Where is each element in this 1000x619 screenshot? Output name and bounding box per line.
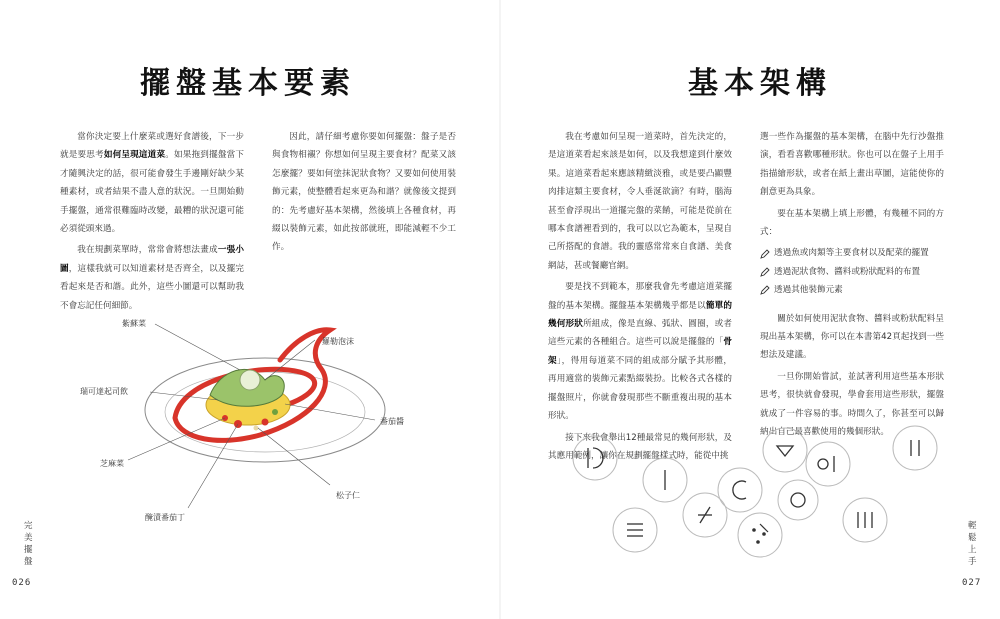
paragraph: 關於如何使用泥狀食物、醬料或粉狀配料呈現出基本架構，你可以在本書第42頁起找到一些想法及建議。 <box>760 313 944 361</box>
paragraph: 因此，請仔細考慮你要如何擺盤：盤子是否與食物相襯？你想如何呈現主要食材？配菜又該怎麼擺？要如何塗抹泥狀食物？又要如何使用裝飾元素，使整體看起來更為和諧？就像後文提到的：先考慮好基本架構，然後填上各種食材，再綴以裝飾元素，如此按部就班，即能減輕不少工作。 <box>272 132 456 253</box>
bullet-item <box>760 281 944 299</box>
bullet-text: 透過其他裝飾元素 <box>774 285 843 296</box>
paragraph <box>60 128 244 238</box>
page-number: 026 <box>12 578 32 588</box>
label-tomato-sauce: 番茄醬 <box>380 417 404 426</box>
paragraph: 選一些作為擺盤的基本架構，在腦中先行沙盤推演，看看喜歡哪種形狀。你也可以在盤子上用手指描繪形狀，或者在紙上畫出草圖，這能使你的創意更為具象。 <box>760 132 944 198</box>
bullet-item <box>760 244 944 262</box>
label-pine-nuts: 松子仁 <box>336 491 360 500</box>
paragraph: 一旦你開始嘗試，並試著利用這些基本形狀思考，很快就會發現，學會套用這些形狀，擺盤就成了一件容易的事。時間久了，你甚至可以歸納出自己最喜歡使用的幾個形狀。 <box>760 371 944 438</box>
label-ricotta: 瑞可達起司飲 <box>80 387 128 396</box>
right-page-title: 基本架構 <box>688 66 832 101</box>
left-column-2 <box>272 128 456 260</box>
basic-shapes-grid <box>560 420 960 580</box>
shape-circle-ring <box>778 480 818 520</box>
paragraph: 接下來我會舉出12種最常見的幾何形狀，及其應用範例，讓你在規劃擺盤樣式時，能從中挑 <box>548 432 732 461</box>
text: 要是找不到範本，那麼我會先考慮這道菜擺盤的基本架構。擺盤基本架構幾乎都是以 <box>548 282 732 311</box>
bullet-text: 透過泥狀食物、醬料或粉狀配料的布置 <box>774 266 921 277</box>
right-column-1 <box>548 128 732 468</box>
label-arugula: 芝麻菜 <box>100 459 124 468</box>
pen-icon <box>760 267 770 277</box>
right-column-2 <box>760 128 944 445</box>
left-page-title: 擺盤基本要素 <box>140 66 356 101</box>
label-pickled-tomato: 醃漬番茄丁 <box>145 513 185 522</box>
text: 。如果拖到擺盤當下才隨興決定的話，很可能會發生手邊剛好缺少某種素材，或者結果不盡人意的狀況。一旦開始動手擺盤，通常很難臨時改變，最糟的狀況還可能必須從頭來過。 <box>60 150 244 235</box>
shape-circle-triangle <box>763 428 807 472</box>
left-column-1 <box>60 128 244 318</box>
shape-circle-half-arc <box>573 436 617 480</box>
paragraph <box>548 278 732 425</box>
page-number: 027 <box>962 578 982 588</box>
label-basil-foam: 羅勒泡沫 <box>322 337 354 346</box>
text: 」，得用每道菜不同的組成部分賦予其形體，再用適當的裝飾元素點綴裝扮。比較各式各樣的擺盤照片，你就會發現那些不斷重複出現的基本形狀。 <box>548 355 732 422</box>
shape-circle-dots <box>738 513 782 557</box>
bold-text: 一張小圖 <box>60 245 244 274</box>
right-page <box>500 0 1000 619</box>
paragraph: 要在基本架構上填上形體，有幾種不同的方式： <box>760 208 944 238</box>
tomato-dice <box>262 419 269 426</box>
bullet-item <box>760 263 944 281</box>
pen-icon <box>760 249 770 259</box>
side-section-label: 完美擺盤 <box>24 521 33 567</box>
side-section-label: 輕鬆上手 <box>968 521 977 567</box>
text: 我在規劃菜單時，常常會將想法畫成 <box>77 245 218 256</box>
shape-circle-double-line <box>893 426 937 470</box>
bold-text: 如何呈現這道菜 <box>103 150 166 161</box>
bold-text: 簡單的幾何形狀 <box>548 300 732 330</box>
paragraph: 我在考慮如何呈現一道菜時，首先決定的，是這道菜看起來該是如何，以及我想達到什麼效果。這道菜看起來應該精緻淡雅，或是要凸顯豐肉排這類主要食材，令人垂涎欲滴？有時，腦海甚至會浮現出一道擺完盤的菜餚，可能是從前在哪本食譜裡看到的，我可以以它為範本，呈現自己所搭配的食譜。我的靈感常常來自食譜、美食網誌，甚或餐廳官網。 <box>548 132 732 271</box>
pine-nut <box>254 426 259 431</box>
pen-icon <box>760 285 770 295</box>
text: 所組成，像是直線、弧狀、圓圈，或者這些元素的各種組合。這些可以說是擺盤的「 <box>548 319 732 348</box>
plating-sketch-illustration <box>60 300 455 550</box>
bullet-text: 透過魚或肉類等主要食材以及配菜的擺置 <box>774 248 929 259</box>
arugula-leaf <box>272 409 278 415</box>
bold-text: 骨架 <box>548 337 732 366</box>
basil-foam <box>240 370 260 390</box>
text: ，這樣我就可以知道素材是否齊全，以及擺完看起來是否和諧。此外，這些小圖還可以幫助我不會忘記任何細節。 <box>60 263 244 311</box>
text: 當你決定要上什麼菜或選好食譜後，下一步就是要思考 <box>60 132 244 161</box>
label-perilla: 紫蘇菜 <box>122 319 146 328</box>
